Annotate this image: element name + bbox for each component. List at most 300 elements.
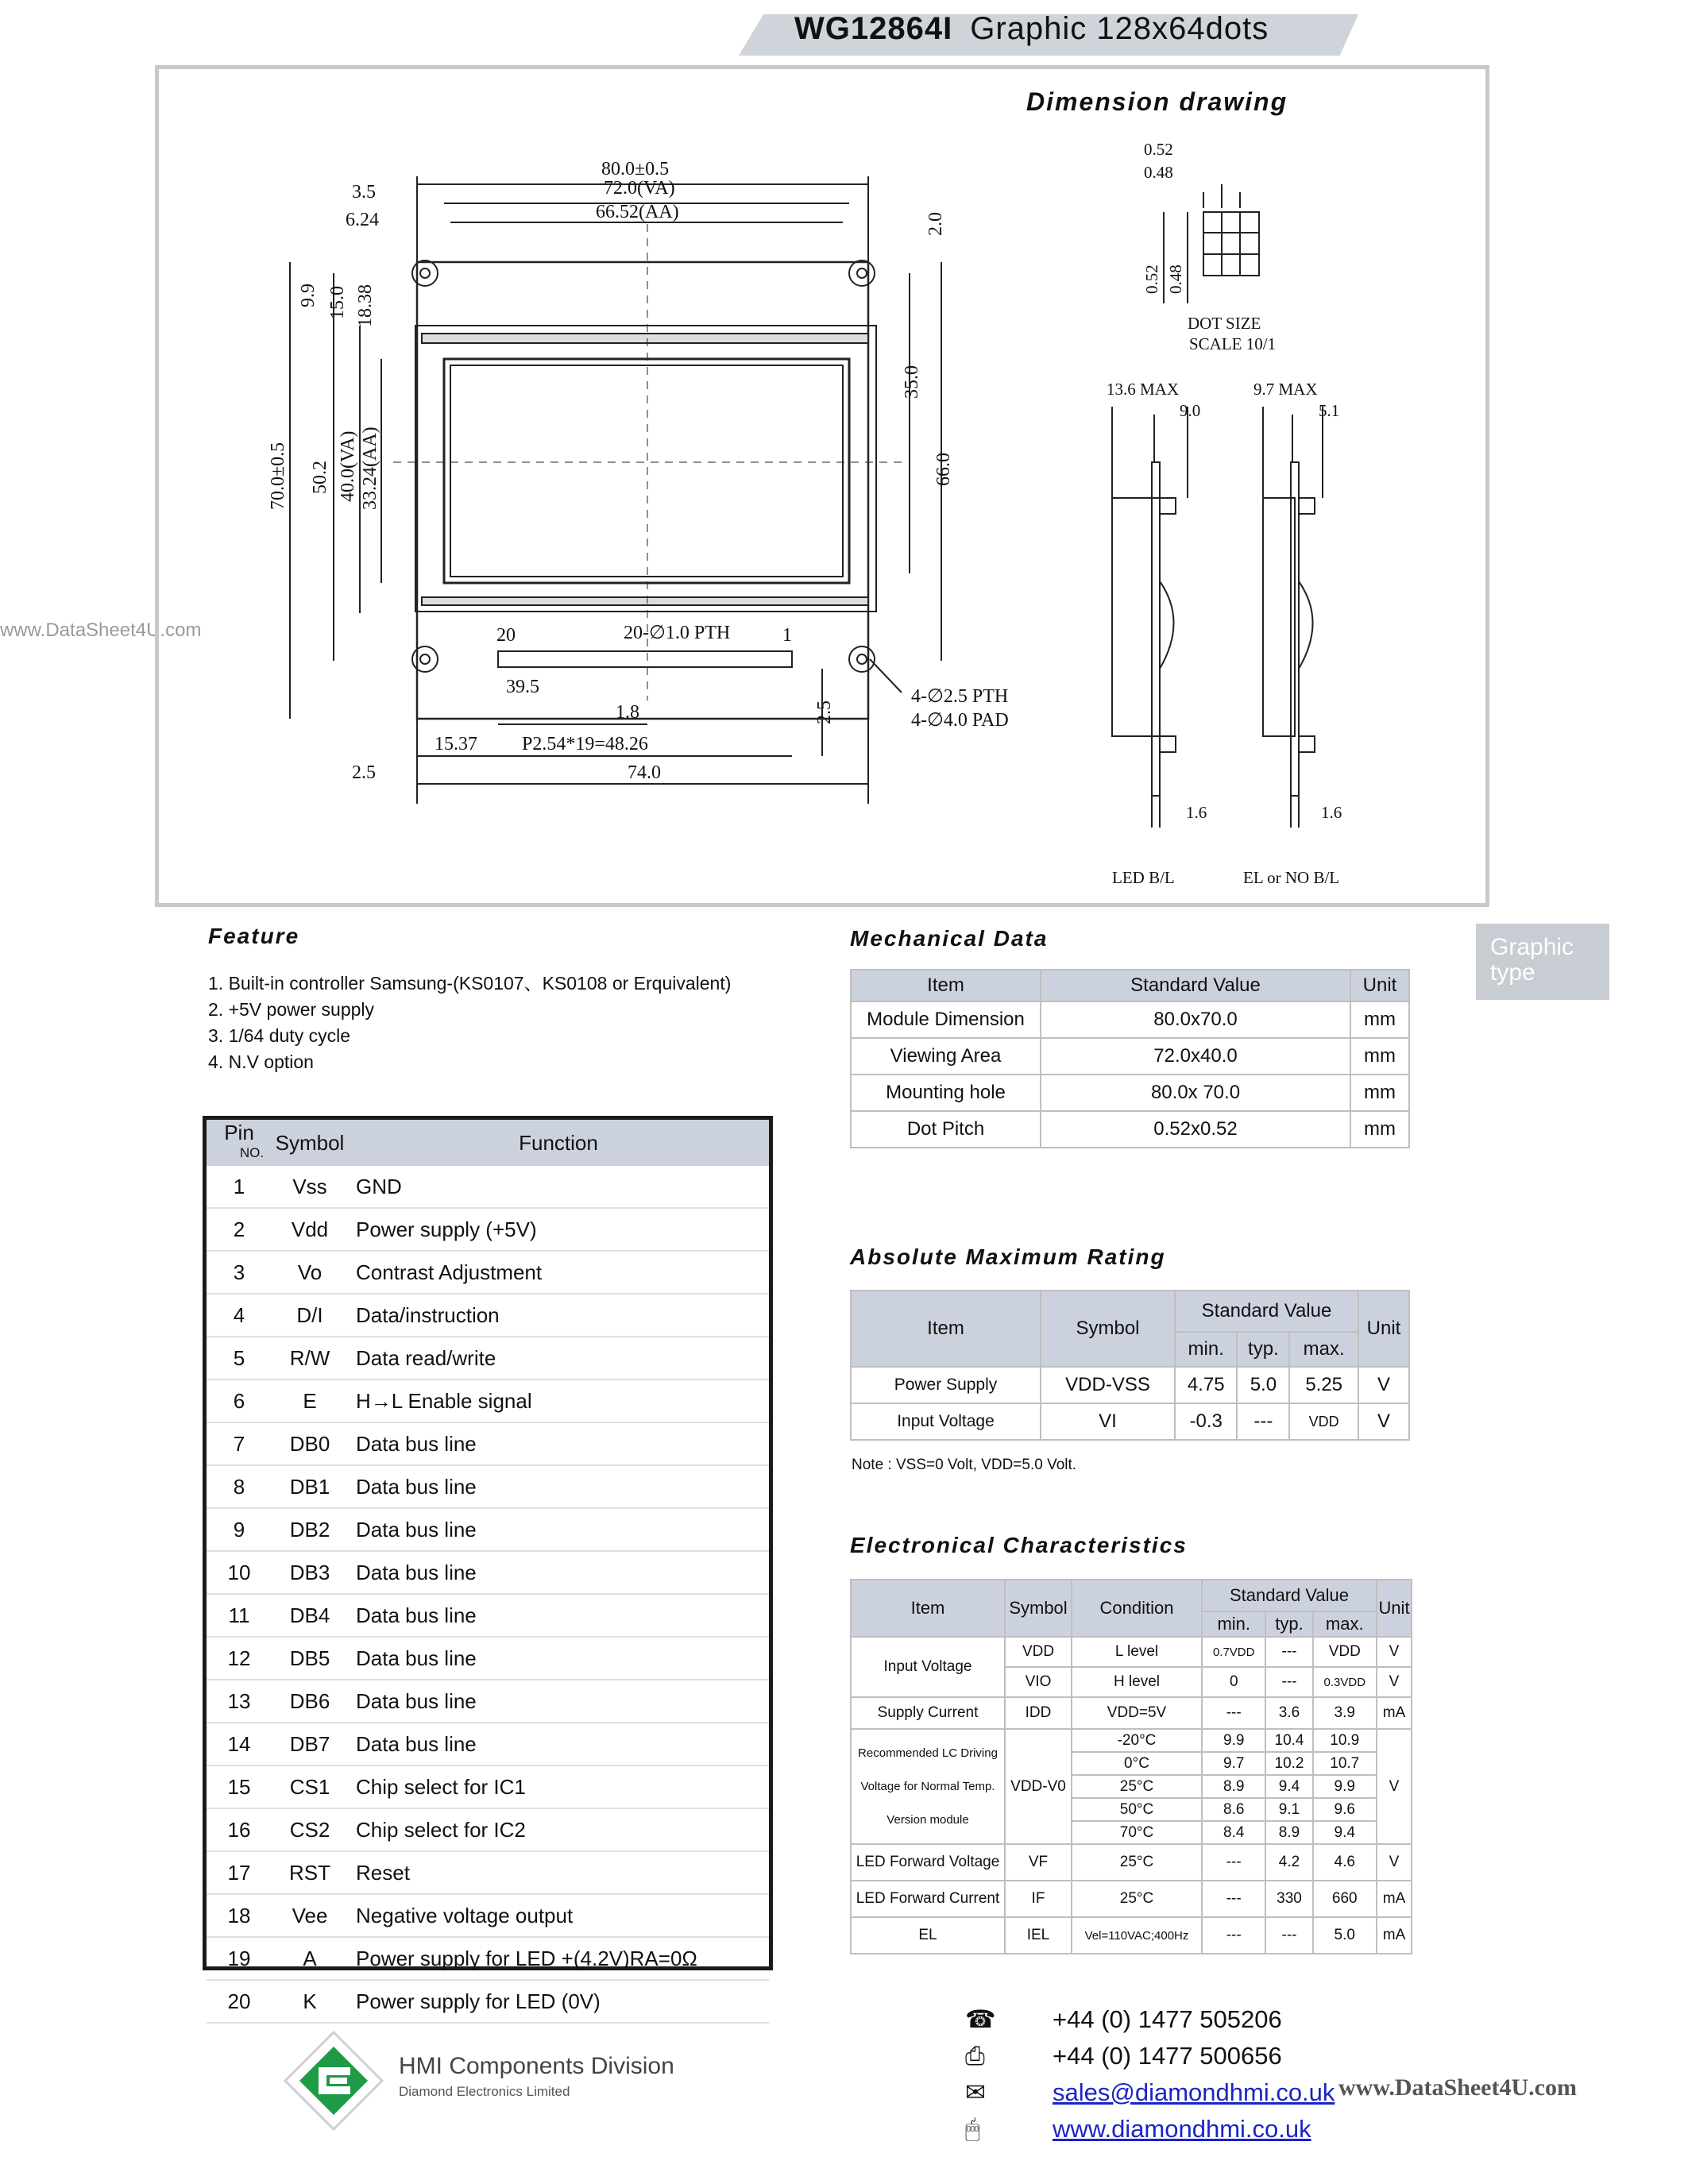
hole-label-pad: 4-∅4.0 PAD xyxy=(911,710,1009,731)
pin-function: Negative voltage output xyxy=(348,1894,769,1937)
pin-no: 12 xyxy=(207,1637,272,1680)
pin-table-header xyxy=(207,1120,769,1166)
abs-cell: -0.3 xyxy=(1175,1403,1237,1440)
dim-3324: 33.24(AA) xyxy=(360,426,380,510)
pin-no: 11 xyxy=(207,1594,272,1637)
pin-symbol: DB3 xyxy=(272,1551,348,1594)
pin-symbol: CS1 xyxy=(272,1765,348,1808)
ec-cell: 9.1 xyxy=(1265,1798,1312,1821)
led-side-bulge xyxy=(1160,581,1174,669)
dot-048: 0.48 xyxy=(1144,163,1173,182)
pin-row xyxy=(207,1680,769,1723)
mech-value-header: Standard Value xyxy=(1041,970,1350,1001)
dot-grid xyxy=(1203,212,1259,276)
ec-cell: 4.6 xyxy=(1313,1844,1377,1881)
led-16: 1.6 xyxy=(1186,803,1207,822)
abs-cell: VI xyxy=(1041,1403,1175,1440)
watermark-right: www.DataSheet4U.com xyxy=(1338,2074,1577,2101)
active-area xyxy=(450,365,843,577)
pth-label: 20-∅1.0 PTH xyxy=(624,623,731,643)
el-51: 5.1 xyxy=(1319,401,1340,420)
mech-cell: mm xyxy=(1350,1111,1409,1148)
mech-cell: Dot Pitch xyxy=(851,1111,1041,1148)
ec-cell: 8.9 xyxy=(1265,1821,1312,1844)
dimension-drawing-svg xyxy=(155,65,1489,907)
pin-no: 3 xyxy=(207,1251,272,1294)
fax-icon: ⎙ xyxy=(965,2042,985,2070)
feature-list xyxy=(208,970,731,1075)
pin-function: Power supply (+5V) xyxy=(348,1208,769,1251)
pin-row xyxy=(207,1937,769,1980)
pin-no-header xyxy=(207,1120,272,1166)
ec-min-header: min. xyxy=(1202,1611,1265,1637)
pin-no: 1 xyxy=(207,1166,272,1208)
pin-row xyxy=(207,1594,769,1637)
pin-function: Data bus line xyxy=(348,1422,769,1465)
led-max: 13.6 MAX xyxy=(1107,380,1180,399)
led-bl-label: LED B/L xyxy=(1112,868,1175,887)
ec-cell: 5.0 xyxy=(1313,1917,1377,1954)
email-icon: ✉ xyxy=(965,2078,986,2106)
ec-input-item: Input Voltage xyxy=(851,1637,1005,1697)
dim-overall-w: 80.0±0.5 xyxy=(601,159,670,179)
abs-item-header: Item xyxy=(851,1291,1041,1367)
pin-no-label: NO. xyxy=(239,1145,265,1160)
contact-block xyxy=(965,2001,1335,2147)
pin-no: 7 xyxy=(207,1422,272,1465)
pin-symbol: DB1 xyxy=(272,1465,348,1508)
dim-400: 40.0(VA) xyxy=(338,430,358,502)
contact-fax: +44 (0) 1477 500656 xyxy=(1053,2042,1282,2070)
pin-no: 6 xyxy=(207,1379,272,1422)
pin-function: Data bus line xyxy=(348,1637,769,1680)
abs-row xyxy=(851,1403,1409,1440)
ec-symbol-header: Symbol xyxy=(1005,1580,1072,1637)
abs-unit-header: Unit xyxy=(1358,1291,1409,1367)
mech-cell: Module Dimension xyxy=(851,1001,1041,1038)
ec-cell: 50°C xyxy=(1072,1798,1202,1821)
mech-unit-header: Unit xyxy=(1350,970,1409,1001)
pin-symbol: R/W xyxy=(272,1337,348,1379)
pin-row xyxy=(207,1851,769,1894)
pin-table-frame xyxy=(203,1116,773,2013)
pin-function: GND xyxy=(348,1166,769,1208)
pin-function: Chip select for IC1 xyxy=(348,1765,769,1808)
ec-cell: 660 xyxy=(1313,1881,1377,1917)
lcd-bottom-strip xyxy=(422,597,868,605)
dot-scale-label: SCALE 10/1 xyxy=(1189,334,1277,353)
mouse-icon: 🖱 xyxy=(965,2115,980,2143)
pin-no: 13 xyxy=(207,1680,272,1723)
ec-cell: 0 xyxy=(1202,1667,1265,1697)
ec-lcd-unit: V xyxy=(1377,1729,1412,1844)
ec-lcd-item-2: Voltage for Normal Temp. xyxy=(860,1779,995,1793)
ec-cell: 9.4 xyxy=(1265,1775,1312,1798)
pin-row xyxy=(207,1637,769,1680)
symbol-header: Symbol xyxy=(272,1120,348,1166)
pin-no: 2 xyxy=(207,1208,272,1251)
ec-cell: 0.3VDD xyxy=(1313,1667,1377,1697)
abs-cell: VDD-VSS xyxy=(1041,1367,1175,1403)
dim-35: 3.5 xyxy=(352,182,376,203)
mech-row xyxy=(851,1038,1409,1075)
dim-va-w: 72.0(VA) xyxy=(604,178,675,199)
ec-cell: 8.4 xyxy=(1202,1821,1265,1844)
ec-cell: VDD xyxy=(1005,1637,1072,1667)
ec-cell: V xyxy=(1377,1667,1412,1697)
mount-hole-bl-inner xyxy=(420,654,430,664)
el-side-bulge xyxy=(1299,581,1313,669)
pin-no: 19 xyxy=(207,1937,272,1980)
pin-function: Data read/write xyxy=(348,1337,769,1379)
ec-cell: 9.4 xyxy=(1313,1821,1377,1844)
web-link[interactable]: www.diamondhmi.co.uk xyxy=(1053,2115,1311,2143)
pin-symbol: DB0 xyxy=(272,1422,348,1465)
pin-header-label: Pin xyxy=(224,1121,254,1144)
ec-cell: 25°C xyxy=(1072,1775,1202,1798)
ec-cell: H level xyxy=(1072,1667,1202,1697)
ec-cell: 70°C xyxy=(1072,1821,1202,1844)
el-16: 1.6 xyxy=(1321,803,1342,822)
ec-row xyxy=(851,1844,1412,1881)
pin-no: 5 xyxy=(207,1337,272,1379)
pin-symbol: CS2 xyxy=(272,1808,348,1851)
company-sub: Diamond Electronics Limited xyxy=(399,2084,570,2099)
abs-std-header: Standard Value xyxy=(1175,1291,1358,1332)
ec-unit-header: Unit xyxy=(1377,1580,1412,1637)
ec-cell: 9.6 xyxy=(1313,1798,1377,1821)
abs-min-header: min. xyxy=(1175,1332,1237,1367)
ec-lcd-item xyxy=(851,1729,1005,1844)
pin-no: 18 xyxy=(207,1894,272,1937)
ec-cell: --- xyxy=(1265,1667,1312,1697)
ec-cell: 9.9 xyxy=(1202,1729,1265,1752)
ec-lcd-item-1: Recommended LC Driving xyxy=(858,1746,998,1760)
ec-cell: VF xyxy=(1005,1844,1072,1881)
model-name: WG12864I xyxy=(794,11,953,46)
pin-header xyxy=(498,651,792,667)
ec-cell: mA xyxy=(1377,1881,1412,1917)
mechanical-table xyxy=(850,969,1410,1148)
ec-cell: VDD=5V xyxy=(1072,1697,1202,1729)
ec-cell: 3.6 xyxy=(1265,1697,1312,1729)
ec-cell: LED Forward Current xyxy=(851,1881,1005,1917)
mech-row xyxy=(851,1075,1409,1111)
mech-cell: 0.52x0.52 xyxy=(1041,1111,1350,1148)
pin-row xyxy=(207,1894,769,1937)
ec-lcd-symbol: VDD-V0 xyxy=(1005,1729,1072,1844)
ec-cell: --- xyxy=(1202,1917,1265,1954)
graphic-type-tab xyxy=(1476,924,1609,1000)
pin-no: 10 xyxy=(207,1551,272,1594)
feature-item: 2. +5V power supply xyxy=(208,999,375,1020)
pin-symbol: D/I xyxy=(272,1294,348,1337)
mount-hole-br-inner xyxy=(857,654,867,664)
company-name: HMI Components Division xyxy=(399,2053,674,2079)
ec-cell: Supply Current xyxy=(851,1697,1005,1729)
ec-cell: 9.9 xyxy=(1313,1775,1377,1798)
pin-function: Contrast Adjustment xyxy=(348,1251,769,1294)
pin-symbol: Vdd xyxy=(272,1208,348,1251)
ec-cell: --- xyxy=(1202,1881,1265,1917)
company-logo-icon xyxy=(282,2029,385,2132)
feature-title: Feature xyxy=(208,924,300,948)
lcd-glass-outline xyxy=(415,326,876,612)
abs-cell: --- xyxy=(1237,1403,1289,1440)
ec-cell: --- xyxy=(1202,1844,1265,1881)
mech-cell: Mounting hole xyxy=(851,1075,1041,1111)
pin-symbol: K xyxy=(272,1980,348,2023)
pin-no: 17 xyxy=(207,1851,272,1894)
mount-hole-tr xyxy=(849,260,875,286)
pin-no: 4 xyxy=(207,1294,272,1337)
el-max: 9.7 MAX xyxy=(1253,380,1318,399)
ec-cell: 9.7 xyxy=(1202,1752,1265,1775)
mech-cell: mm xyxy=(1350,1001,1409,1038)
dim-99: 9.9 xyxy=(298,284,319,307)
abs-cell: 5.25 xyxy=(1289,1367,1358,1403)
feature-item: 1. Built-in controller Samsung-(KS0107、KS0108 or Erquivalent) xyxy=(208,973,732,994)
pin-function: Chip select for IC2 xyxy=(348,1808,769,1851)
dim-350: 35.0 xyxy=(902,365,922,399)
dot-v048: 0.48 xyxy=(1166,264,1185,294)
pin-function: Data bus line xyxy=(348,1680,769,1723)
ec-cell: VDD xyxy=(1313,1637,1377,1667)
ec-cell: EL xyxy=(851,1917,1005,1954)
pin-function: Data/instruction xyxy=(348,1294,769,1337)
pin-function: Data bus line xyxy=(348,1723,769,1765)
mech-cell: 72.0x40.0 xyxy=(1041,1038,1350,1075)
pin-no: 16 xyxy=(207,1808,272,1851)
dim-740: 74.0 xyxy=(628,762,661,783)
dim-624: 6.24 xyxy=(346,210,379,230)
dim-aa-w: 66.52(AA) xyxy=(596,202,679,222)
abs-cell: V xyxy=(1358,1367,1409,1403)
ec-cell: 0°C xyxy=(1072,1752,1202,1775)
dim-25a: 2.5 xyxy=(352,762,376,783)
pin-row xyxy=(207,1422,769,1465)
ec-cell: IF xyxy=(1005,1881,1072,1917)
pin-row xyxy=(207,1379,769,1422)
ec-cell: mA xyxy=(1377,1917,1412,1954)
pin-function: Data bus line xyxy=(348,1508,769,1551)
abs-cell: 4.75 xyxy=(1175,1367,1237,1403)
dim-700: 70.0±0.5 xyxy=(268,442,288,510)
dim-150: 15.0 xyxy=(327,286,348,319)
ec-typ-header: typ. xyxy=(1265,1611,1312,1637)
contact-phone: +44 (0) 1477 505206 xyxy=(1053,2005,1282,2033)
ec-cell: V xyxy=(1377,1844,1412,1881)
pin-function: Data bus line xyxy=(348,1465,769,1508)
ec-item-header: Item xyxy=(851,1580,1005,1637)
ec-cell: 10.7 xyxy=(1313,1752,1377,1775)
ec-cell: 25°C xyxy=(1072,1844,1202,1881)
ec-cell: 8.6 xyxy=(1202,1798,1265,1821)
ec-cell: 8.9 xyxy=(1202,1775,1265,1798)
pin-symbol: DB6 xyxy=(272,1680,348,1723)
pin-no: 20 xyxy=(207,1980,272,2023)
pin-row xyxy=(207,1980,769,2023)
led-90: 9.0 xyxy=(1180,401,1201,420)
contact-row-phone xyxy=(965,2001,1335,2038)
ec-cell: IEL xyxy=(1005,1917,1072,1954)
pin-row xyxy=(207,1251,769,1294)
dim-25b: 2.5 xyxy=(814,700,835,724)
mech-item-header: Item xyxy=(851,970,1041,1001)
module-outline xyxy=(417,262,868,719)
electronical-table xyxy=(850,1579,1412,1954)
mount-hole-tl-inner xyxy=(420,268,430,278)
ec-cell: 10.9 xyxy=(1313,1729,1377,1752)
abs-cell: VDD xyxy=(1289,1403,1358,1440)
absolute-title: Absolute Maximum Rating xyxy=(850,1244,1166,1269)
pin-row xyxy=(207,1166,769,1208)
ec-cell: 330 xyxy=(1265,1881,1312,1917)
ec-cell: --- xyxy=(1202,1697,1265,1729)
pin-row xyxy=(207,1551,769,1594)
pin-symbol: Vee xyxy=(272,1894,348,1937)
ec-cell: 4.2 xyxy=(1265,1844,1312,1881)
pin-no: 15 xyxy=(207,1765,272,1808)
lcd-top-strip xyxy=(422,334,868,343)
electronical-title: Electronical Characteristics xyxy=(850,1533,1188,1557)
contact-row-email xyxy=(965,2074,1335,2111)
pin-function: Power supply for LED (0V) xyxy=(348,1980,769,2023)
abs-cell: 5.0 xyxy=(1237,1367,1289,1403)
pin-row xyxy=(207,1723,769,1765)
ec-cell: 0.7VDD xyxy=(1202,1637,1265,1667)
ec-cell: VIO xyxy=(1005,1667,1072,1697)
dim-1838: 18.38 xyxy=(355,284,376,327)
pin-function: Data bus line xyxy=(348,1594,769,1637)
ec-cell: -20°C xyxy=(1072,1729,1202,1752)
led-side-pcb xyxy=(1152,462,1160,796)
mech-row xyxy=(851,1111,1409,1148)
pin-symbol: E xyxy=(272,1379,348,1422)
abs-max-header: max. xyxy=(1289,1332,1358,1367)
pin-no: 9 xyxy=(207,1508,272,1551)
dim-1537: 15.37 xyxy=(435,734,477,754)
mech-cell: mm xyxy=(1350,1075,1409,1111)
ec-cell: --- xyxy=(1265,1637,1312,1667)
pin-row xyxy=(207,1508,769,1551)
dot-052: 0.52 xyxy=(1144,140,1173,159)
pin-row xyxy=(207,1208,769,1251)
model-title: Graphic 128x64dots xyxy=(970,11,1269,46)
abs-typ-header: typ. xyxy=(1237,1332,1289,1367)
pin-table xyxy=(207,1120,769,2024)
pin-symbol: Vss xyxy=(272,1166,348,1208)
leader-holes xyxy=(870,659,902,693)
absolute-note: Note : VSS=0 Volt, VDD=5.0 Volt. xyxy=(852,1457,1077,1473)
dim-pitch: P2.54*19=48.26 xyxy=(522,734,648,754)
pin-row xyxy=(207,1337,769,1379)
phone-icon: ☎ xyxy=(965,2005,996,2033)
contact-row-fax xyxy=(965,2038,1335,2074)
ec-cell: Vel=110VAC;400Hz xyxy=(1072,1917,1202,1954)
tab-line-1: Graphic xyxy=(1490,934,1574,960)
pin-symbol: DB7 xyxy=(272,1723,348,1765)
ec-cell: IDD xyxy=(1005,1697,1072,1729)
dot-v052: 0.52 xyxy=(1142,264,1161,294)
ec-cell: 25°C xyxy=(1072,1881,1202,1917)
ec-cell: 10.4 xyxy=(1265,1729,1312,1752)
ec-cell: 10.2 xyxy=(1265,1752,1312,1775)
pin-symbol: DB2 xyxy=(272,1508,348,1551)
ec-row xyxy=(851,1917,1412,1954)
dimension-drawing-title: Dimension drawing xyxy=(1026,87,1288,116)
ec-condition-header: Condition xyxy=(1072,1580,1202,1637)
dot-size-label: DOT SIZE xyxy=(1188,314,1261,333)
mech-cell: 80.0x70.0 xyxy=(1041,1001,1350,1038)
feature-item: 3. 1/64 duty cycle xyxy=(208,1025,350,1046)
feature-item: 4. N.V option xyxy=(208,1051,314,1072)
mech-cell: 80.0x 70.0 xyxy=(1041,1075,1350,1111)
mount-hole-tr-inner xyxy=(857,268,867,278)
dim-18: 1.8 xyxy=(616,702,639,723)
el-bl-label: EL or NO B/L xyxy=(1243,868,1340,887)
ec-cell: 3.9 xyxy=(1313,1697,1377,1729)
ec-cell: --- xyxy=(1265,1917,1312,1954)
pin-function: Power supply for LED +(4.2V)RA=0Ω xyxy=(348,1937,769,1980)
dim-502: 50.2 xyxy=(310,461,330,494)
hole-label-pth: 4-∅2.5 PTH xyxy=(911,686,1009,707)
tab-line-2: type xyxy=(1490,959,1535,986)
pin-function: Reset xyxy=(348,1851,769,1894)
mech-cell: Viewing Area xyxy=(851,1038,1041,1075)
function-header: Function xyxy=(348,1120,769,1166)
pin-no: 8 xyxy=(207,1465,272,1508)
pin-no: 14 xyxy=(207,1723,272,1765)
abs-cell: Power Supply xyxy=(851,1367,1041,1403)
abs-cell: V xyxy=(1358,1403,1409,1440)
ec-row xyxy=(851,1881,1412,1917)
dim-395: 39.5 xyxy=(506,677,539,697)
dim-660: 66.0 xyxy=(933,453,954,486)
email-link[interactable]: sales@diamondhmi.co.uk xyxy=(1053,2078,1335,2106)
pin-symbol: Vo xyxy=(272,1251,348,1294)
mech-cell: mm xyxy=(1350,1038,1409,1075)
pin-row xyxy=(207,1808,769,1851)
ec-cell: LED Forward Voltage xyxy=(851,1844,1005,1881)
pin-function: H→L Enable signal xyxy=(348,1379,769,1422)
pin-row xyxy=(207,1765,769,1808)
viewing-area xyxy=(444,359,849,583)
pin-symbol: DB5 xyxy=(272,1637,348,1680)
dim-20: 2.0 xyxy=(925,212,946,236)
watermark-left: www.DataSheet4U.com xyxy=(0,619,202,641)
pin-symbol: DB4 xyxy=(272,1594,348,1637)
ec-lcd-item-3: Version module xyxy=(886,1812,969,1827)
mech-row xyxy=(851,1001,1409,1038)
abs-symbol-header: Symbol xyxy=(1041,1291,1175,1367)
ec-cell: V xyxy=(1377,1637,1412,1667)
pin-symbol: RST xyxy=(272,1851,348,1894)
abs-cell: Input Voltage xyxy=(851,1403,1041,1440)
pin-function: Data bus line xyxy=(348,1551,769,1594)
pin-1-label: 1 xyxy=(782,625,792,646)
ec-std-header: Standard Value xyxy=(1202,1580,1377,1611)
ec-max-header: max. xyxy=(1313,1611,1377,1637)
pin-symbol: A xyxy=(272,1937,348,1980)
mechanical-title: Mechanical Data xyxy=(850,926,1049,951)
pin-20-label: 20 xyxy=(496,625,516,646)
pin-row xyxy=(207,1294,769,1337)
absolute-table xyxy=(850,1290,1410,1441)
ec-cell: mA xyxy=(1377,1697,1412,1729)
abs-row xyxy=(851,1367,1409,1403)
pin-row xyxy=(207,1465,769,1508)
